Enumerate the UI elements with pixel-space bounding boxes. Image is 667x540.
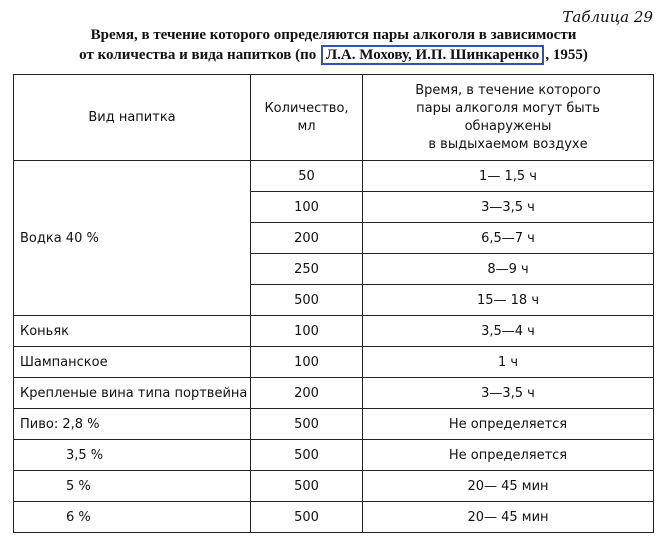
- time-cell: 15— 18 ч: [363, 285, 654, 316]
- amount-cell: 500: [251, 285, 363, 316]
- alcohol-table: [13, 74, 654, 533]
- table-row: [14, 347, 654, 378]
- drink-name-cell: Пиво: 2,8 %: [14, 409, 251, 440]
- time-cell: 1— 1,5 ч: [363, 161, 654, 192]
- amount-cell: 100: [251, 316, 363, 347]
- drink-name-cell: Коньяк: [14, 316, 251, 347]
- amount-cell: 50: [251, 161, 363, 192]
- table-row: [14, 440, 654, 471]
- header-amount-line: Количество,: [264, 100, 349, 116]
- time-cell: 1 ч: [363, 347, 654, 378]
- time-cell: 3—3,5 ч: [363, 192, 654, 223]
- table-row: [14, 502, 654, 533]
- title-line-2-end: , 1955): [545, 47, 588, 63]
- drink-name-cell: 5 %: [14, 471, 251, 502]
- header-time: [363, 75, 654, 161]
- header-time-line: в выдыхаемом воздухе: [428, 136, 588, 152]
- drink-name-cell: Крепленые вина типа портвейна: [14, 378, 251, 409]
- title-line-2: [0, 45, 667, 65]
- drink-name-cell: 6 %: [14, 502, 251, 533]
- header-drink: Вид напитка: [14, 75, 251, 161]
- time-cell: 3—3,5 ч: [363, 378, 654, 409]
- amount-cell: 500: [251, 502, 363, 533]
- amount-cell: 100: [251, 347, 363, 378]
- time-cell: Не определяется: [363, 409, 654, 440]
- title-line-2-start: от количества и вида напитков (по: [79, 47, 320, 63]
- time-cell: 20— 45 мин: [363, 471, 654, 502]
- header-amount: [251, 75, 363, 161]
- header-time-line: пары алкоголя могут быть: [416, 100, 600, 116]
- time-cell: 3,5—4 ч: [363, 316, 654, 347]
- table-row: [14, 161, 654, 192]
- table-row: [14, 409, 654, 440]
- table-row: [14, 316, 654, 347]
- time-cell: 6,5—7 ч: [363, 223, 654, 254]
- drink-name-cell: 3,5 %: [14, 440, 251, 471]
- time-cell: 8—9 ч: [363, 254, 654, 285]
- amount-cell: 200: [251, 378, 363, 409]
- amount-cell: 500: [251, 440, 363, 471]
- drink-name-cell: Шампанское: [14, 347, 251, 378]
- amount-cell: 100: [251, 192, 363, 223]
- amount-cell: 250: [251, 254, 363, 285]
- table-row: [14, 378, 654, 409]
- drink-name-vodka: Водка 40 %: [14, 161, 251, 316]
- amount-cell: 500: [251, 471, 363, 502]
- table-caption: Таблица 29: [562, 8, 653, 26]
- amount-cell: 200: [251, 223, 363, 254]
- time-cell: 20— 45 мин: [363, 502, 654, 533]
- title-line-1: Время, в течение которого определяются пары алкоголя в зависимости: [90, 27, 577, 43]
- header-time-line: Время, в течение которого: [415, 82, 601, 98]
- time-cell: Не определяется: [363, 440, 654, 471]
- amount-cell: 500: [251, 409, 363, 440]
- table-row: [14, 471, 654, 502]
- header-row: [14, 75, 654, 161]
- header-time-line: обнаружены: [464, 118, 552, 134]
- table-title: [0, 25, 667, 65]
- title-reference-link[interactable]: Л.А. Мохову, И.П. Шинкаренко: [321, 45, 544, 65]
- header-amount-line: мл: [297, 118, 316, 134]
